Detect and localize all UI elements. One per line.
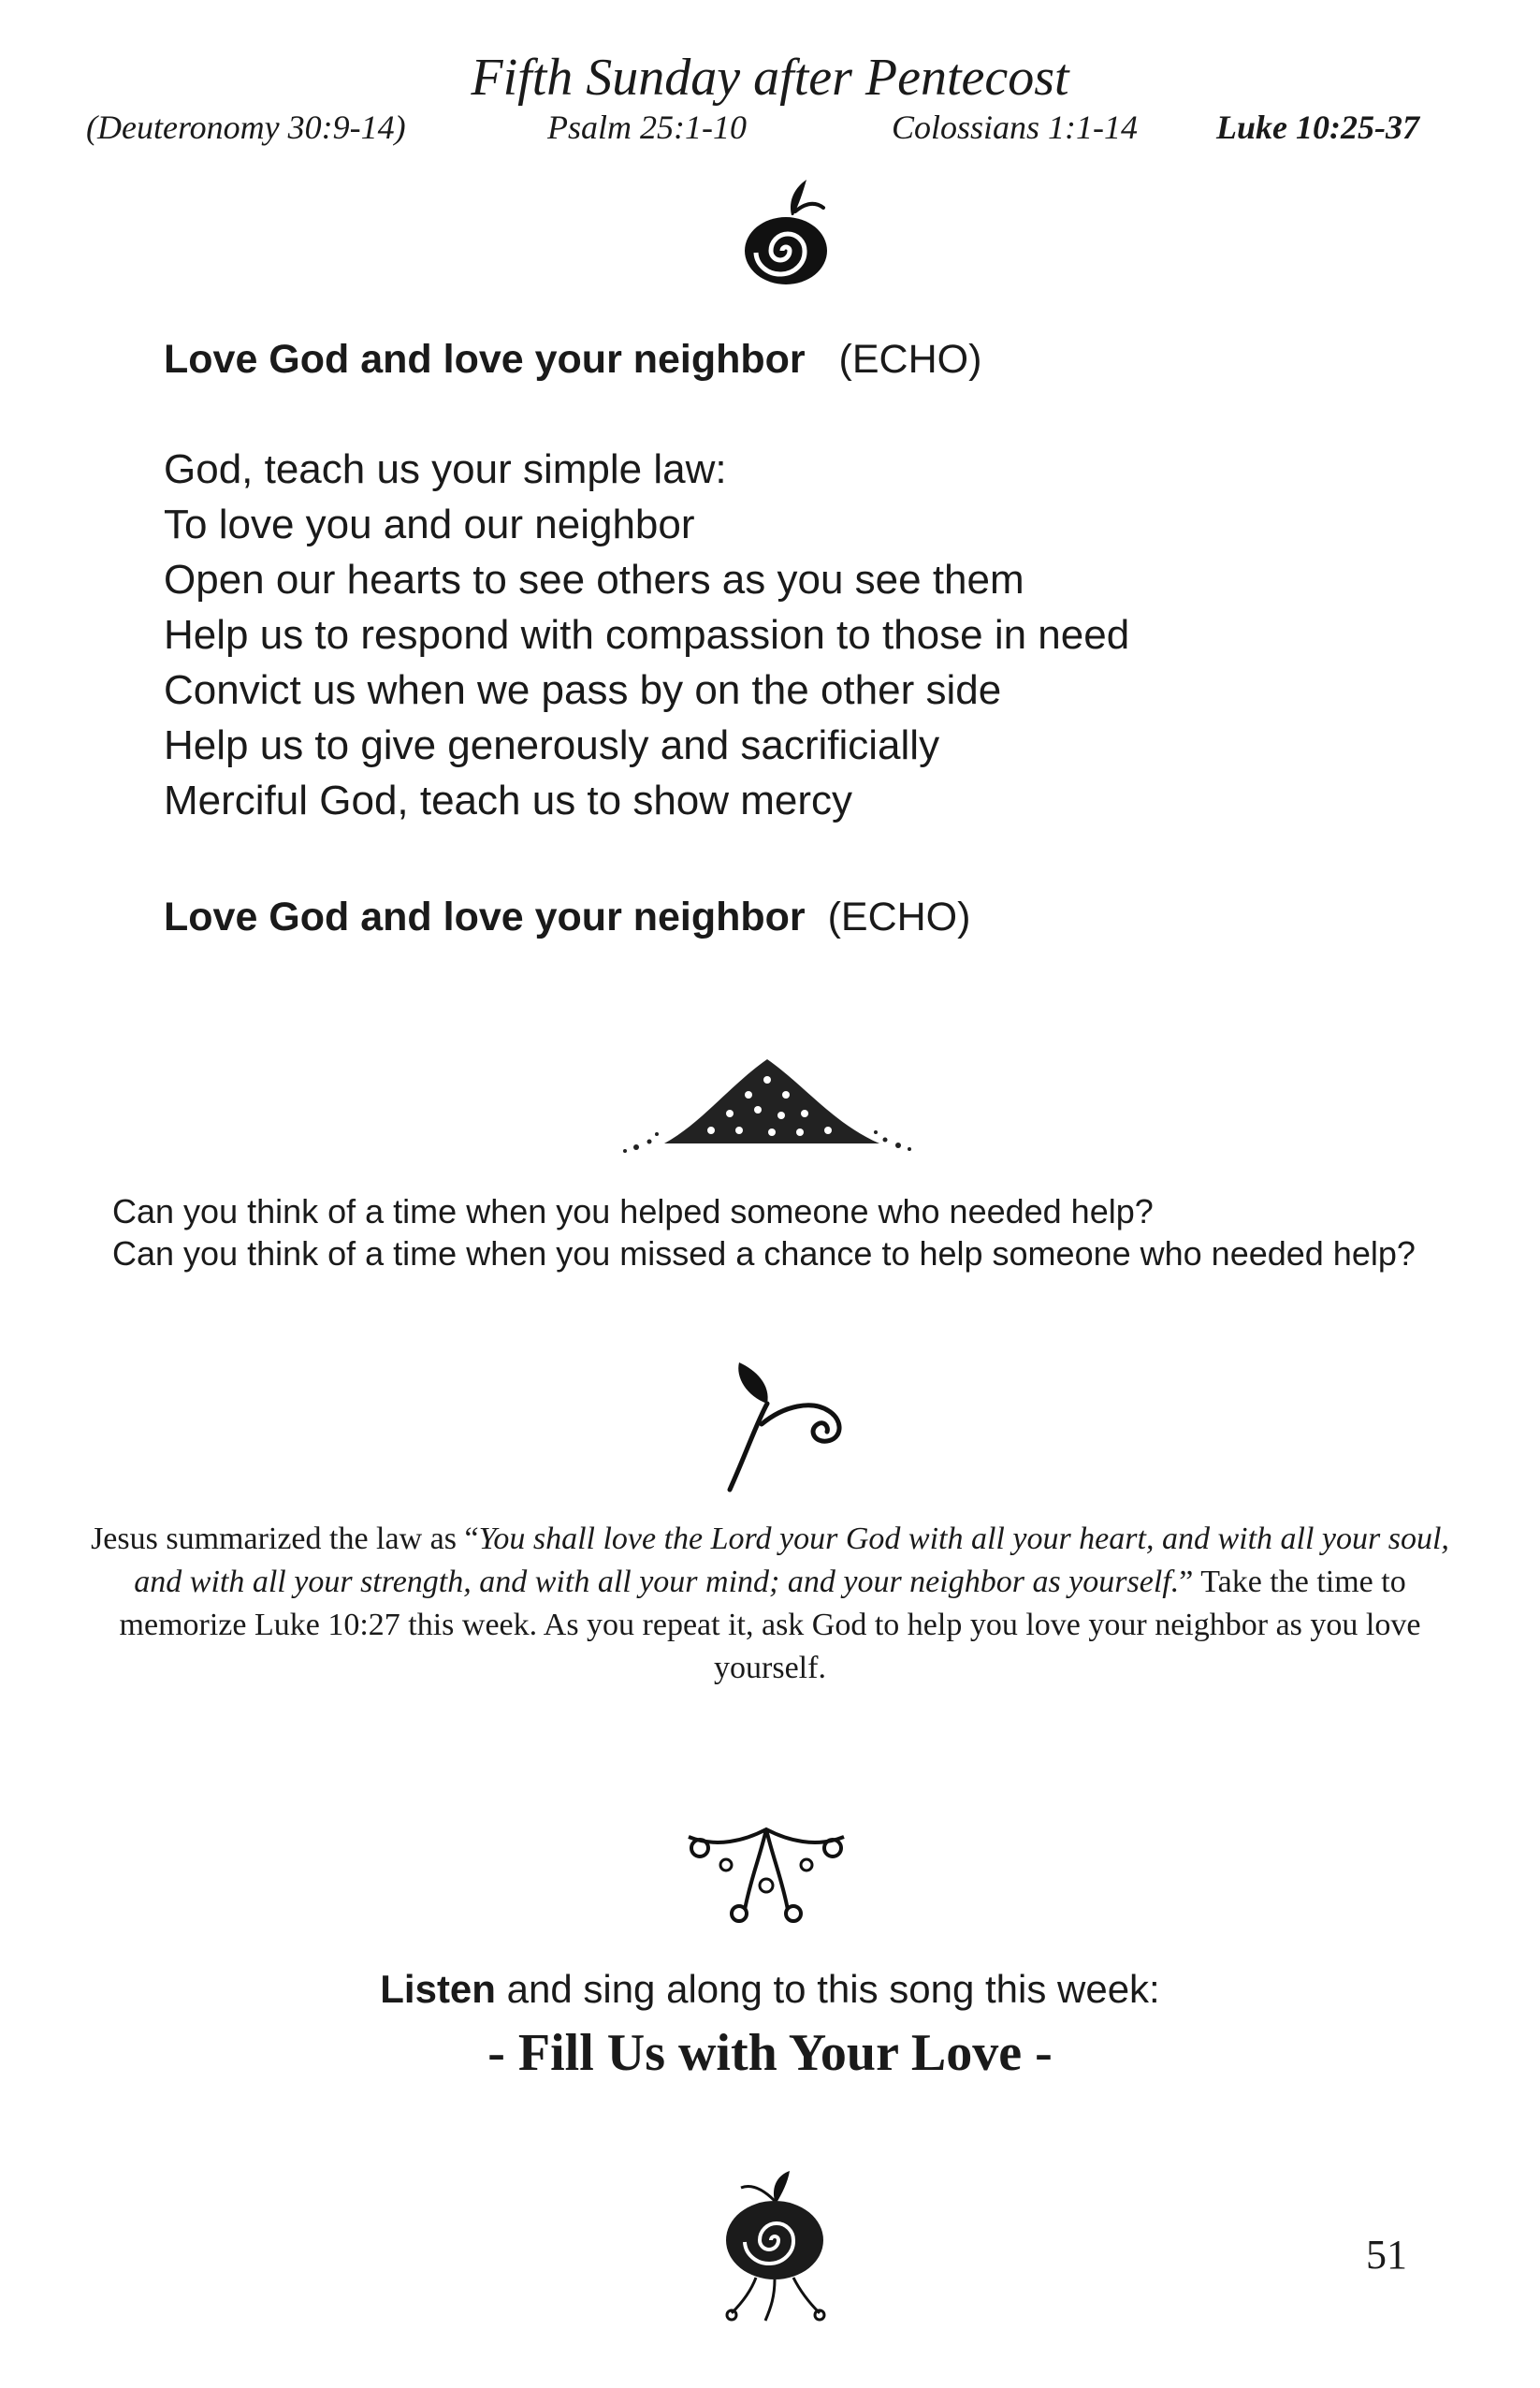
page-title: Fifth Sunday after Pentecost — [471, 49, 1069, 107]
spiral-fruit-icon — [737, 174, 835, 286]
reading-colossians: Colossians 1:1-14 — [892, 109, 1139, 146]
prayer-lines — [164, 442, 1129, 828]
listen-instruction — [0, 1963, 1540, 2016]
summary-instruction: Take the time to memorize Luke 10:27 this week. As you repeat it, ask God to help you love your neighbor as you love yourself. — [119, 1565, 1421, 1685]
prayer-line: Open our hearts to see others as you see them — [164, 557, 1024, 603]
prayer-line: Help us to respond with compassion to those in need — [164, 612, 1130, 658]
seed-roots-icon — [719, 2167, 831, 2324]
reading-deuteronomy: (Deuteronomy 30:9-14) — [86, 109, 406, 146]
listen-bold: Listen — [380, 1967, 496, 2011]
seed-pile-icon — [608, 1039, 926, 1158]
law-summary — [75, 1518, 1465, 1690]
question: Can you think of a time when you helped someone who needed help? — [112, 1192, 1154, 1230]
refrain-echo: (ECHO) — [827, 895, 971, 939]
refrain-top — [164, 333, 981, 386]
question: Can you think of a time when you missed a chance to help someone who needed help? — [112, 1234, 1416, 1273]
prayer-line: Merciful God, teach us to show mercy — [164, 778, 853, 823]
refrain-echo: (ECHO) — [838, 337, 982, 382]
reading-luke: Luke 10:25-37 — [1216, 109, 1419, 146]
song-title: - Fill Us with Your Love - — [487, 2024, 1053, 2082]
prayer-line: To love you and our neighbor — [164, 502, 695, 547]
refrain-bottom — [164, 891, 970, 943]
reflection-questions — [112, 1190, 1441, 1274]
sprout-icon — [719, 1359, 859, 1497]
summary-quote: You shall love the Lord your God with all your heart, and with all your soul, and with all your strength, and with all your mind; and your neighbor as yourself. — [134, 1522, 1449, 1599]
reading-psalm: Psalm 25:1-10 — [547, 109, 747, 146]
prayer-line: Convict us when we pass by on the other side — [164, 667, 1002, 713]
refrain-text: Love God and love your neighbor — [164, 895, 806, 939]
prayer-line: God, teach us your simple law: — [164, 446, 727, 492]
vine-flourish-icon — [679, 1820, 853, 1925]
prayer-line: Help us to give generously and sacrificially — [164, 722, 940, 768]
summary-close: ” — [1179, 1565, 1194, 1599]
refrain-text: Love God and love your neighbor — [164, 337, 806, 382]
summary-intro: Jesus summarized the law as “ — [91, 1522, 479, 1556]
page-number: 51 — [1366, 2232, 1407, 2278]
listen-rest: and sing along to this song this week: — [495, 1967, 1160, 2011]
